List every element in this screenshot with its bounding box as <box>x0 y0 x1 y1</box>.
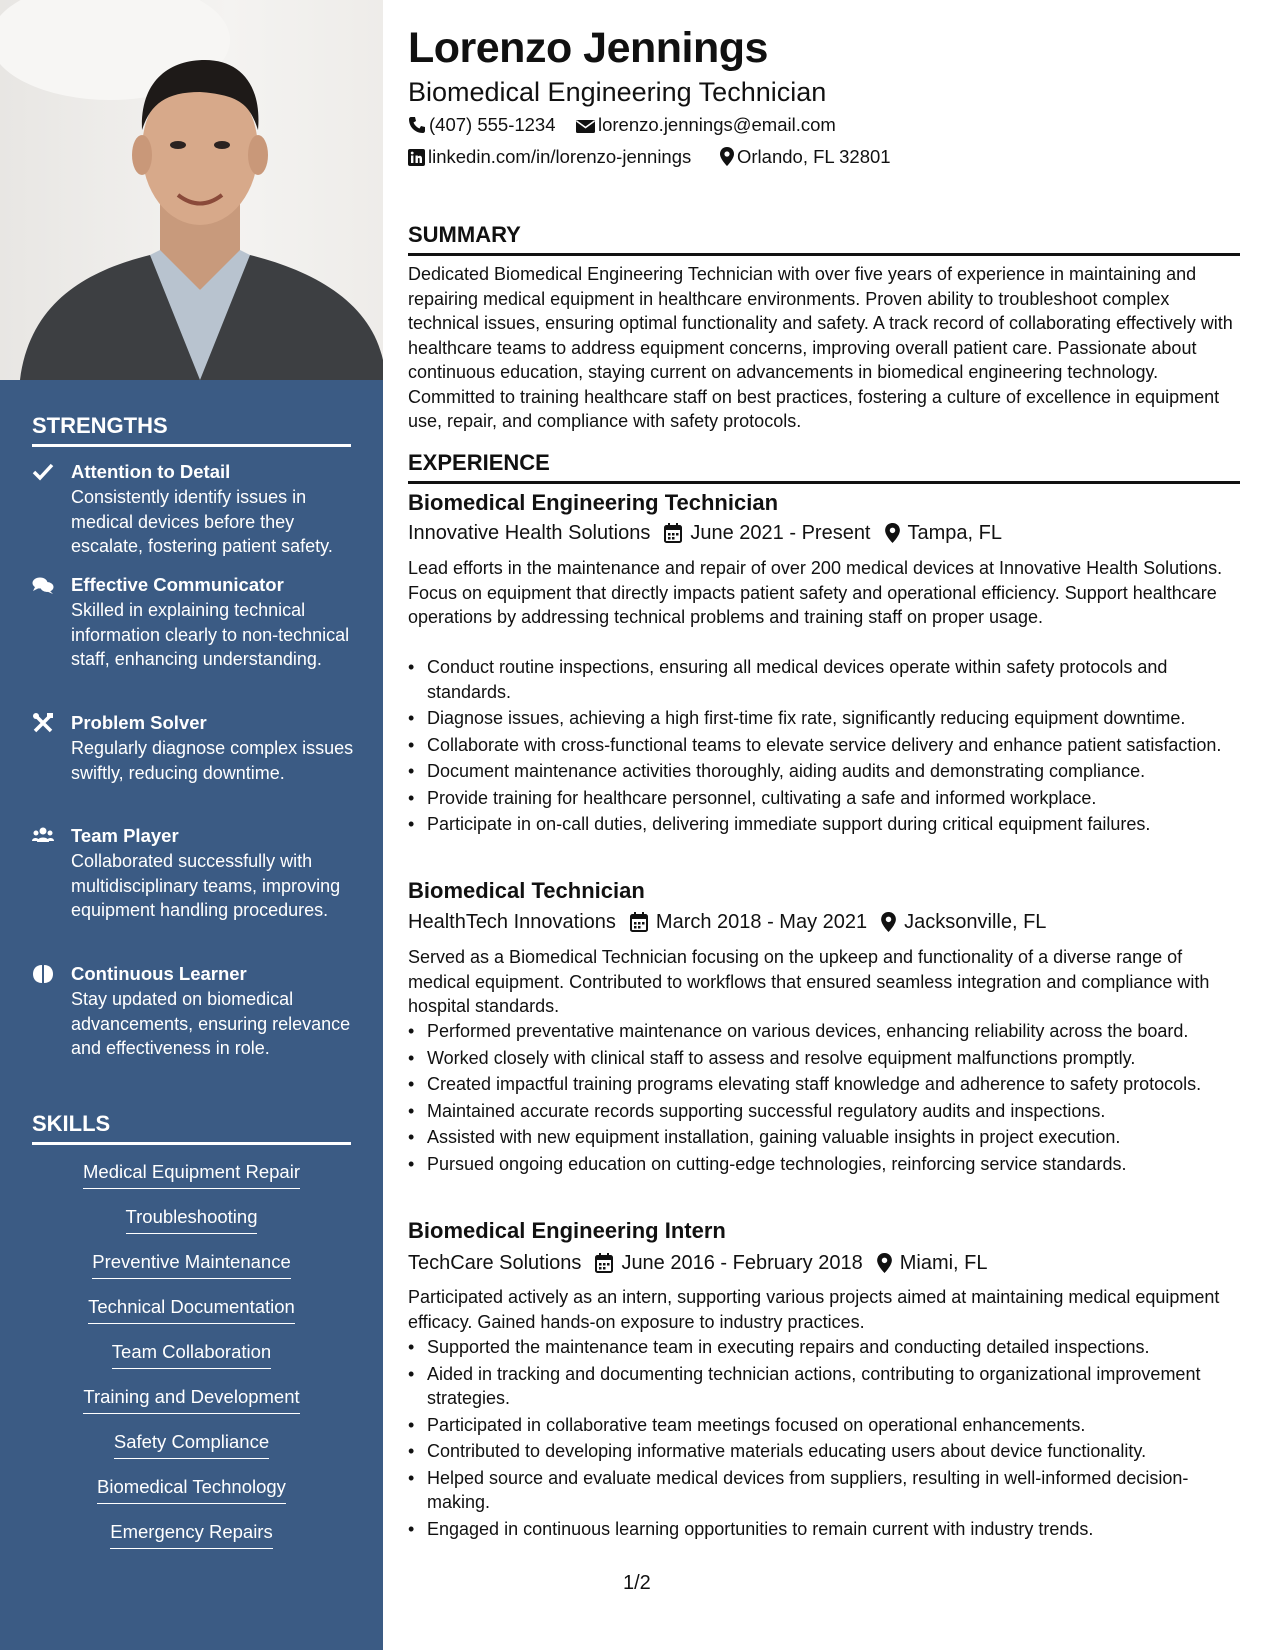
strength-desc: Regularly diagnose complex issues swiftly, reducing downtime. <box>71 738 354 783</box>
list-item: • Assisted with new equipment installation, gaining valuable insights in project execution. <box>408 1125 1240 1150</box>
job-bullets <box>408 1335 1240 1543</box>
job-title: Biomedical Engineering Technician <box>408 490 779 515</box>
users-icon <box>32 826 54 846</box>
skill-item: Emergency Repairs <box>60 1519 323 1549</box>
list-item: • Aided in tracking and documenting technician actions, contributing to organizational improvement strategies. <box>408 1362 1240 1411</box>
tools-icon <box>32 713 54 733</box>
company-name: HealthTech Innovations <box>408 911 616 933</box>
job-location: Miami, FL <box>899 1252 988 1274</box>
job-dates: June 2021 - Present <box>690 522 871 544</box>
envelope-icon <box>576 119 595 134</box>
list-item: • Performed preventative maintenance on various devices, enhancing reliability across the board. <box>408 1019 1240 1044</box>
strength-title: Continuous Learner <box>71 963 247 984</box>
list-item: • Helped source and evaluate medical devices from suppliers, resulting in well-informed decision-making. <box>408 1466 1240 1515</box>
job-location: Jacksonville, FL <box>904 911 1047 933</box>
person-name: Lorenzo Jennings <box>408 24 768 72</box>
list-item: • Participate in on-call duties, delivering immediate support during critical equipment failures. <box>408 812 1240 837</box>
strengths-heading: STRENGTHS <box>32 413 351 447</box>
list-item: • Maintained accurate records supporting successful regulatory audits and inspections. <box>408 1099 1240 1124</box>
strength-title: Team Player <box>71 825 179 846</box>
job-meta <box>408 1250 988 1276</box>
job-bullets <box>408 655 1240 839</box>
job-location: Tampa, FL <box>907 522 1002 544</box>
check-icon <box>32 462 54 482</box>
strength-title: Effective Communicator <box>71 574 284 595</box>
skill-item: Medical Equipment Repair <box>60 1159 323 1189</box>
phone-contact: (407) 555-1234 <box>408 113 556 137</box>
calendar-icon <box>630 912 648 932</box>
skill-item: Biomedical Technology <box>60 1474 323 1504</box>
page-number: 1/2 <box>623 1572 651 1594</box>
strength-desc: Stay updated on biomedical advancements, ensuring relevance and effectiveness in role. <box>71 989 351 1058</box>
list-item: • Worked closely with clinical staff to assess and resolve equipment malfunctions promptly. <box>408 1046 1240 1071</box>
map-pin-icon <box>877 1253 892 1273</box>
job-dates: June 2016 - February 2018 <box>621 1252 863 1274</box>
map-pin-icon <box>881 912 896 932</box>
strength-desc: Collaborated successfully with multidisciplinary teams, improving equipment handling procedures. <box>71 851 341 920</box>
skill-item: Technical Documentation <box>60 1294 323 1324</box>
list-item: • Contributed to developing informative materials educating users about device functionality. <box>408 1439 1240 1464</box>
sidebar <box>0 0 383 1650</box>
job-description: Lead efforts in the maintenance and repair of over 200 medical devices at Innovative Health Solutions. Focus on equipment that directly impacts patient safety and operational efficiency. Support healthcare operations by addressing technical problems and training staff on proper usage. <box>408 558 1223 627</box>
list-item: • Engaged in continuous learning opportunities to remain current with industry trends. <box>408 1517 1240 1542</box>
job-title: Biomedical Engineering Intern <box>408 1218 726 1243</box>
linkedin-contact[interactable]: linkedin.com/in/lorenzo-jennings <box>408 145 691 169</box>
job-title: Biomedical Technician <box>408 878 645 903</box>
map-pin-icon <box>885 523 900 543</box>
strength-desc: Consistently identify issues in medical devices before they escalate, fostering patient safety. <box>71 487 333 556</box>
strength-title: Attention to Detail <box>71 461 231 482</box>
list-item: • Created impactful training programs elevating staff knowledge and adherence to safety protocols. <box>408 1072 1240 1097</box>
job-meta <box>408 520 1002 546</box>
experience-heading: EXPERIENCE <box>408 450 1240 484</box>
job-headline: Biomedical Engineering Technician <box>408 77 827 107</box>
list-item: • Diagnose issues, achieving a high first-time fix rate, significantly reducing equipment downtime. <box>408 706 1240 731</box>
skill-item: Troubleshooting <box>60 1204 323 1234</box>
calendar-icon <box>664 523 682 543</box>
job-dates: March 2018 - May 2021 <box>655 911 868 933</box>
company-name: TechCare Solutions <box>408 1252 582 1274</box>
location-contact: Orlando, FL 32801 <box>720 145 891 169</box>
skills-heading: SKILLS <box>32 1111 351 1145</box>
portrait-image <box>0 0 383 380</box>
skill-item: Safety Compliance <box>60 1429 323 1459</box>
job-description: Participated actively as an intern, supporting various projects aimed at maintaining medical equipment efficacy. Gained hands-on exposure to industry practices. <box>408 1287 1220 1332</box>
chat-bubbles-icon <box>32 575 54 595</box>
profile-photo <box>0 0 383 380</box>
list-item: • Conduct routine inspections, ensuring all medical devices operate within safety protocols and standards. <box>408 655 1240 704</box>
list-item: • Provide training for healthcare personnel, cultivating a safe and informed workplace. <box>408 786 1240 811</box>
job-description: Served as a Biomedical Technician focusing on the upkeep and functionality of a diverse range of medical equipment. Contributed to workflows that ensured seamless integration and compliance with hospital standards. <box>408 947 1210 1016</box>
calendar-icon <box>595 1253 613 1273</box>
skill-item: Preventive Maintenance <box>60 1249 323 1279</box>
list-item: • Document maintenance activities thoroughly, aiding audits and demonstrating compliance. <box>408 759 1240 784</box>
email-contact[interactable]: lorenzo.jennings@email.com <box>576 113 836 137</box>
brain-icon <box>32 964 54 984</box>
strength-title: Problem Solver <box>71 712 207 733</box>
skill-item: Training and Development <box>60 1384 323 1414</box>
job-meta <box>408 909 1046 935</box>
linkedin-icon <box>408 149 425 166</box>
list-item: • Pursued ongoing education on cutting-edge technologies, reinforcing service standards. <box>408 1152 1240 1177</box>
job-bullets <box>408 1019 1240 1178</box>
strength-desc: Skilled in explaining technical information clearly to non-technical staff, enhancing understanding. <box>71 600 350 669</box>
list-item: • Supported the maintenance team in executing repairs and conducting detailed inspections. <box>408 1335 1240 1360</box>
list-item: • Collaborate with cross-functional teams to elevate service delivery and enhance patient satisfaction. <box>408 733 1240 758</box>
map-pin-icon <box>720 147 734 166</box>
phone-icon <box>408 116 426 134</box>
list-item: • Participated in collaborative team meetings focused on operational enhancements. <box>408 1413 1240 1438</box>
summary-text: Dedicated Biomedical Engineering Technician with over five years of experience in maintaining and repairing medical equipment in healthcare environments. Proven ability to troubleshoot complex technical issues, ensuring optimal functionality and safety. A track record of collaborating effectively with healthcare teams to address equipment concerns, improving overall patient care. Passionate about continuous education, staying current on advancements in biomedical engineering technology. Committed to training healthcare staff on best practices, fostering a culture of excellence in equipment use, repair, and compliance with safety protocols. <box>408 264 1233 431</box>
company-name: Innovative Health Solutions <box>408 522 651 544</box>
skill-item: Team Collaboration <box>60 1339 323 1369</box>
summary-heading: SUMMARY <box>408 222 1240 256</box>
